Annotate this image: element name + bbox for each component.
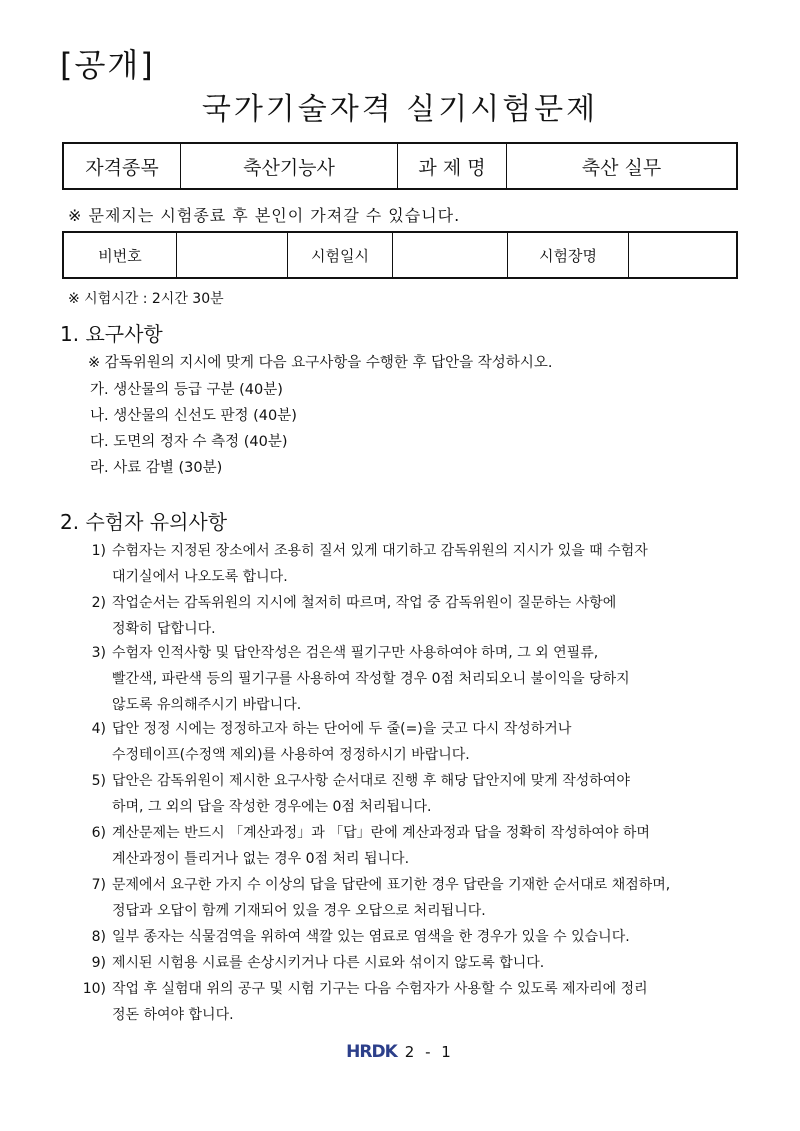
date-label: 시험일시 <box>288 232 393 278</box>
public-tag: [공개] <box>60 46 155 84</box>
note-item <box>70 640 746 718</box>
note-text: 작업순서는 감독위원의 지시에 철저히 따르며, 작업 중 감독위원이 질문하는 사항에 <box>112 595 617 611</box>
requirement-item: 가. 생산물의 등급 구분 (40분) <box>90 382 283 398</box>
page-footer <box>0 1042 800 1062</box>
place-label: 시험장명 <box>508 232 629 278</box>
note-text: 문제에서 요구한 가지 수 이상의 답을 답란에 표기한 경우 답란을 기재한 순서대로 채점하며, <box>112 877 671 893</box>
note-text: 수정테이프(수정액 제외)를 사용하여 정정하시기 바랍니다. <box>112 747 470 763</box>
note-text: 수험자는 지정된 장소에서 조용히 질서 있게 대기하고 감독위원의 지시가 있을 때 수험자 <box>112 543 648 559</box>
requirement-item: 나. 생산물의 신선도 판정 (40분) <box>90 408 297 424</box>
subject-value: 축산 실무 <box>507 143 738 189</box>
note-item <box>70 768 746 820</box>
note-number: 8) <box>91 929 106 945</box>
note-text: 정확히 답합니다. <box>112 621 216 637</box>
note-number: 10) <box>82 981 106 997</box>
place-field <box>629 232 738 278</box>
note-text: 작업 후 실험대 위의 공구 및 시험 기구는 다음 수험자가 사용할 수 있도록 제자리에 정리 <box>112 981 648 997</box>
note-text: 않도록 유의해주시기 바랍니다. <box>112 697 302 713</box>
note-item <box>70 872 746 924</box>
document-title: 국가기술자격 실기시험문제 <box>201 92 599 127</box>
requirement-item: 라. 사료 감별 (30분) <box>90 460 223 476</box>
note-number: 1) <box>91 543 106 559</box>
page-number: 2 - 1 <box>404 1043 454 1061</box>
note-text: 일부 종자는 식물검역을 위하여 색깔 있는 염료로 염색을 한 경우가 있을 수 있습니다. <box>112 929 630 945</box>
note-number: 9) <box>91 955 106 971</box>
qualification-table <box>62 142 738 190</box>
take-home-notice: ※ 문제지는 시험종료 후 본인이 가져갈 수 있습니다. <box>68 206 461 225</box>
exam-time: ※ 시험시간 : 2시간 30분 <box>68 291 224 307</box>
note-text: 계산문제는 반드시 「계산과정」과 「답」란에 계산과정과 답을 정확히 작성하여야 하며 <box>112 825 650 841</box>
note-text: 제시된 시험용 시료를 손상시키거나 다른 시료와 섞이지 않도록 합니다. <box>112 955 545 971</box>
requirement-item: 다. 도면의 정자 수 측정 (40분) <box>90 434 288 450</box>
identification-table <box>62 231 738 279</box>
note-number: 5) <box>91 773 106 789</box>
note-item <box>70 924 746 950</box>
note-text: 빨간색, 파란색 등의 필기구를 사용하여 작성할 경우 0점 처리되오니 불이익을 당하지 <box>112 671 630 687</box>
note-item <box>70 820 746 872</box>
note-text: 정돈 하여야 합니다. <box>112 1007 234 1023</box>
note-number: 2) <box>91 595 106 611</box>
note-text: 대기실에서 나오도록 합니다. <box>112 569 288 585</box>
date-field <box>393 232 508 278</box>
note-number: 7) <box>91 877 106 893</box>
note-text: 답안은 감독위원이 제시한 요구사항 순서대로 진행 후 해당 답안지에 맞게 작성하여야 <box>112 773 630 789</box>
note-item <box>70 590 746 642</box>
hrdk-logo: HRDK <box>346 1042 397 1062</box>
qualification-value: 축산기능사 <box>181 143 398 189</box>
note-text: 계산과정이 틀리거나 없는 경우 0점 처리 됩니다. <box>112 851 410 867</box>
note-item <box>70 538 746 590</box>
section-notes-heading: 2. 수험자 유의사항 <box>60 510 228 534</box>
note-item <box>70 950 746 976</box>
section-requirements-heading: 1. 요구사항 <box>60 322 163 346</box>
requirements-lead: ※ 감독위원의 지시에 맞게 다음 요구사항을 수행한 후 답안을 작성하시오. <box>88 355 553 371</box>
subject-label: 과 제 명 <box>398 143 507 189</box>
note-number: 3) <box>91 645 106 661</box>
number-field <box>177 232 288 278</box>
note-text: 답안 정정 시에는 정정하고자 하는 단어에 두 줄(=)을 긋고 다시 작성하거나 <box>112 721 572 737</box>
number-label: 비번호 <box>63 232 177 278</box>
note-item <box>70 976 746 1028</box>
qualification-label: 자격종목 <box>63 143 181 189</box>
note-text: 정답과 오답이 함께 기재되어 있을 경우 오답으로 처리됩니다. <box>112 903 486 919</box>
note-number: 4) <box>91 721 106 737</box>
note-text: 하며, 그 외의 답을 작성한 경우에는 0점 처리됩니다. <box>112 799 432 815</box>
note-number: 6) <box>91 825 106 841</box>
note-item <box>70 716 746 768</box>
note-text: 수험자 인적사항 및 답안작성은 검은색 필기구만 사용하여야 하며, 그 외 연필류, <box>112 645 599 661</box>
